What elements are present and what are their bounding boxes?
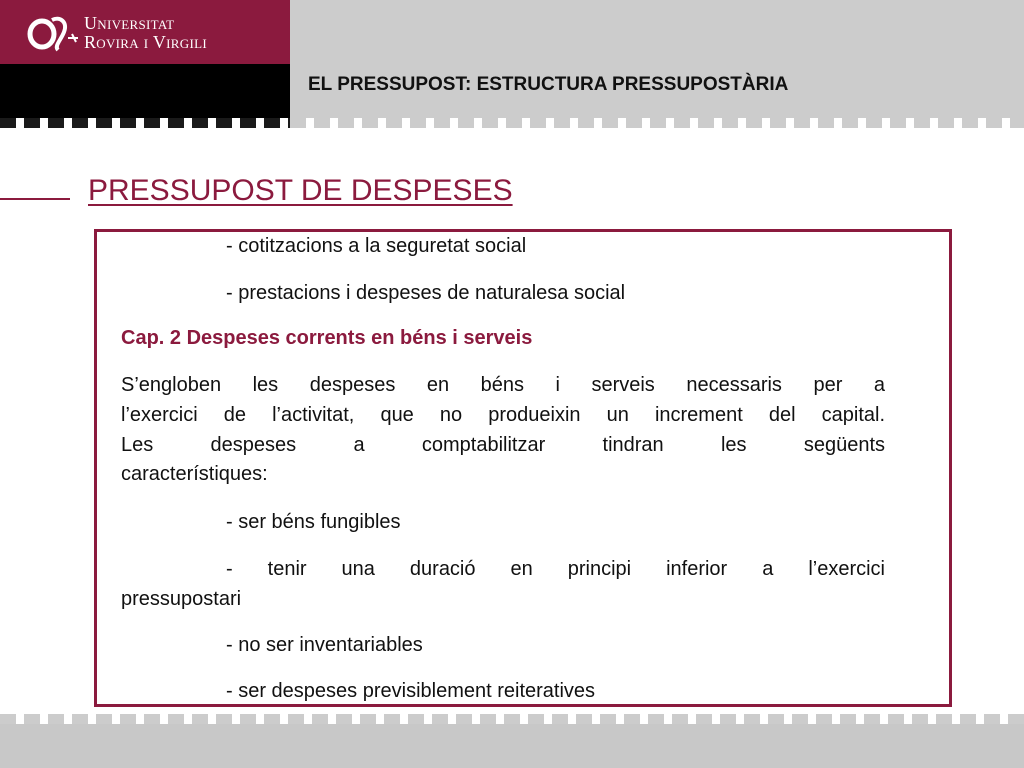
header-black-band bbox=[0, 64, 290, 118]
list-item: - ser despeses previsiblement reiteratives bbox=[226, 680, 596, 702]
university-name bbox=[84, 14, 207, 52]
paragraph-line: l’exercici de l’activitat, que no produeixin un increment del capital. bbox=[121, 404, 885, 426]
university-brand-box bbox=[0, 0, 290, 64]
university-name-line2: Rovira i Virgili bbox=[84, 32, 207, 52]
university-name-line1: Universitat bbox=[84, 13, 175, 33]
chapter-heading: Cap. 2 Despeses corrents en béns i serveis bbox=[121, 327, 533, 349]
list-item: - tenir una duració en principi inferior a l’exercici bbox=[226, 558, 885, 580]
footer-dash-divider bbox=[0, 714, 1024, 724]
list-item: - prestacions i despeses de naturalesa social bbox=[226, 282, 626, 304]
list-item: - ser béns fungibles bbox=[226, 511, 401, 533]
section-title: PRESSUPOST DE DESPESES bbox=[88, 174, 513, 207]
header-dash-divider-right bbox=[290, 118, 1024, 128]
list-item: - cotitzacions a la seguretat social bbox=[226, 235, 527, 257]
university-logo-icon bbox=[24, 12, 80, 54]
slide-title: EL PRESSUPOST: ESTRUCTURA PRESSUPOSTÀRIA bbox=[308, 74, 789, 95]
paragraph-line: S’engloben les despeses en béns i serveis necessaris per a bbox=[121, 374, 885, 396]
section-rule bbox=[0, 198, 70, 200]
footer-band bbox=[0, 724, 1024, 768]
list-item: - no ser inventariables bbox=[226, 634, 423, 656]
paragraph-line: Les despeses a comptabilitzar tindran les següents bbox=[121, 434, 885, 456]
list-item-continuation: pressupostari bbox=[121, 588, 242, 610]
paragraph-line: característiques: bbox=[121, 463, 268, 485]
